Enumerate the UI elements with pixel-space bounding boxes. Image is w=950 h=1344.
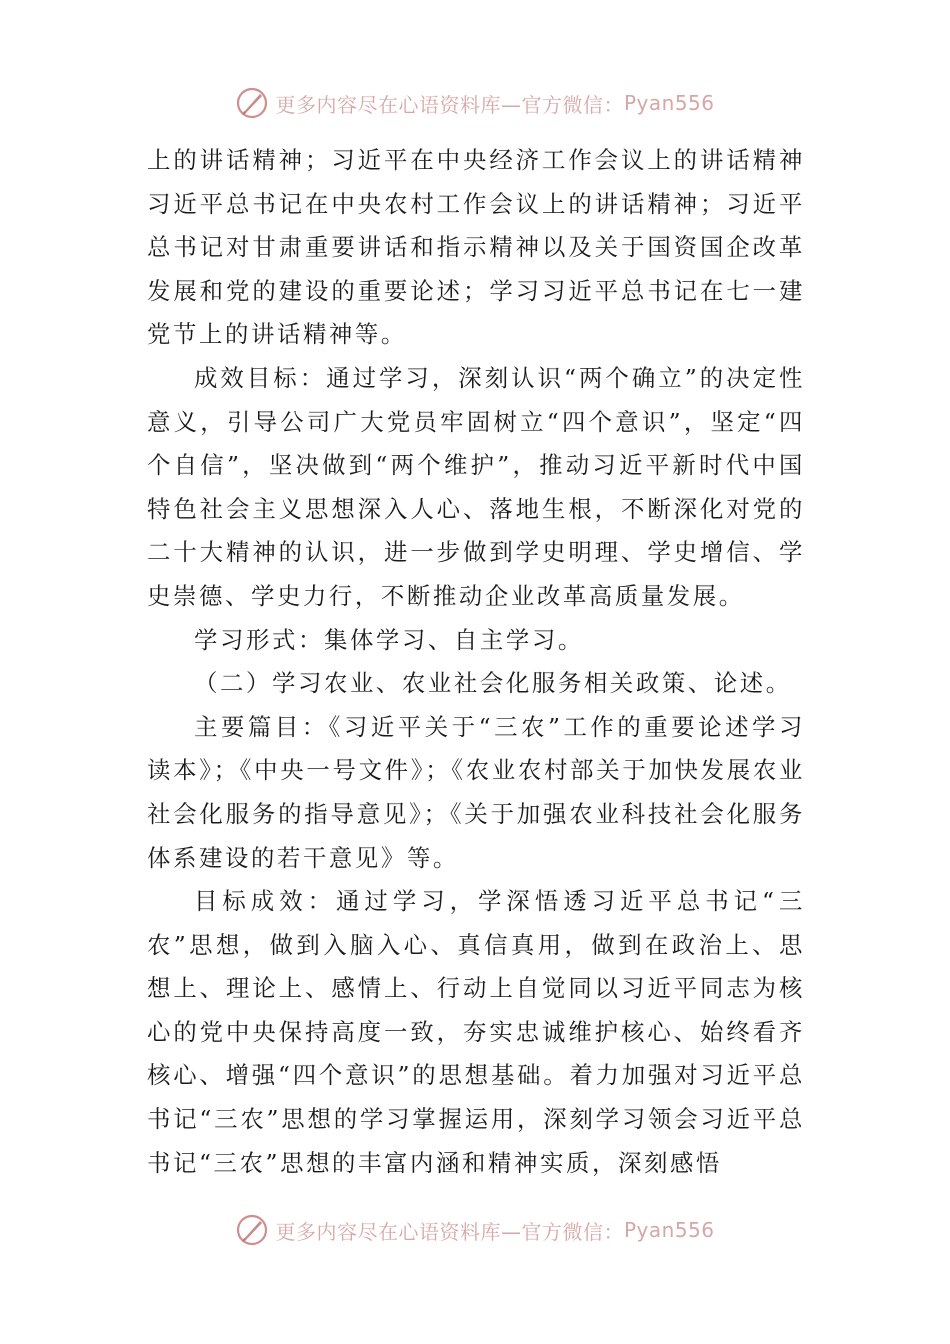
paragraph-5: 目标成效：通过学习，学深悟透习近平总书记“三农”思想，做到入脑入心、真信真用，做到在政治上、思想上、理论上、感情上、行动上自觉同以习近平同志为核心的党中央保持高度一致，夯实忠诚维护核心、始终看齐核心、增强“四个意识”的思想基础。着力加强对习近平总书记“三农”思想的学习掌握运用，深刻学习领会习近平总书记“三农”思想的丰富内涵和精神实质，深刻感悟 (147, 887, 805, 1177)
paragraph-4: 主要篇目：《习近平关于“三农”工作的重要论述学习读本》；《中央一号文件》；《农业农村部关于加快发展农业社会化服务的指导意见》；《关于加强农业科技社会化服务体系建设的若干意见》等。 (147, 712, 805, 872)
header-watermark (0, 83, 950, 123)
paragraph-2: 成效目标：通过学习，深刻认识“两个确立”的决定性意义，引导公司广大党员牢固树立“四个意识”，坚定“四个自信”，坚决做到“两个维护”，推动习近平新时代中国特色社会主义思想深入人心、落地生根，不断深化对党的二十大精神的认识，进一步做到学史明理、学史增信、学史崇德、学史力行，不断推动企业改革高质量发展。 (147, 363, 805, 610)
footer-watermark-text: 更多内容尽在心语资料库—官方微信： (275, 1219, 624, 1244)
header-watermark-text: 更多内容尽在心语资料库—官方微信： (275, 92, 624, 117)
quill-pen-logo-icon (235, 86, 269, 120)
footer-wechat-id: Pyan556 (623, 1218, 715, 1242)
paragraph-3: 学习形式：集体学习、自主学习。 (194, 625, 584, 654)
quill-pen-logo-icon (235, 1213, 269, 1247)
section-heading: （二）学习农业、农业社会化服务相关政策、论述。 (194, 669, 792, 698)
header-wechat-id: Pyan556 (623, 91, 715, 115)
paragraph-1: 上的讲话精神；习近平在中央经济工作会议上的讲话精神习近平总书记在中央农村工作会议上的讲话精神；习近平总书记对甘肃重要讲话和指示精神以及关于国资国企改革发展和党的建设的重要论述；学习习近平总书记在七一建党节上的讲话精神等。 (147, 146, 805, 349)
footer-watermark (0, 1210, 950, 1250)
document-body (147, 139, 805, 1185)
